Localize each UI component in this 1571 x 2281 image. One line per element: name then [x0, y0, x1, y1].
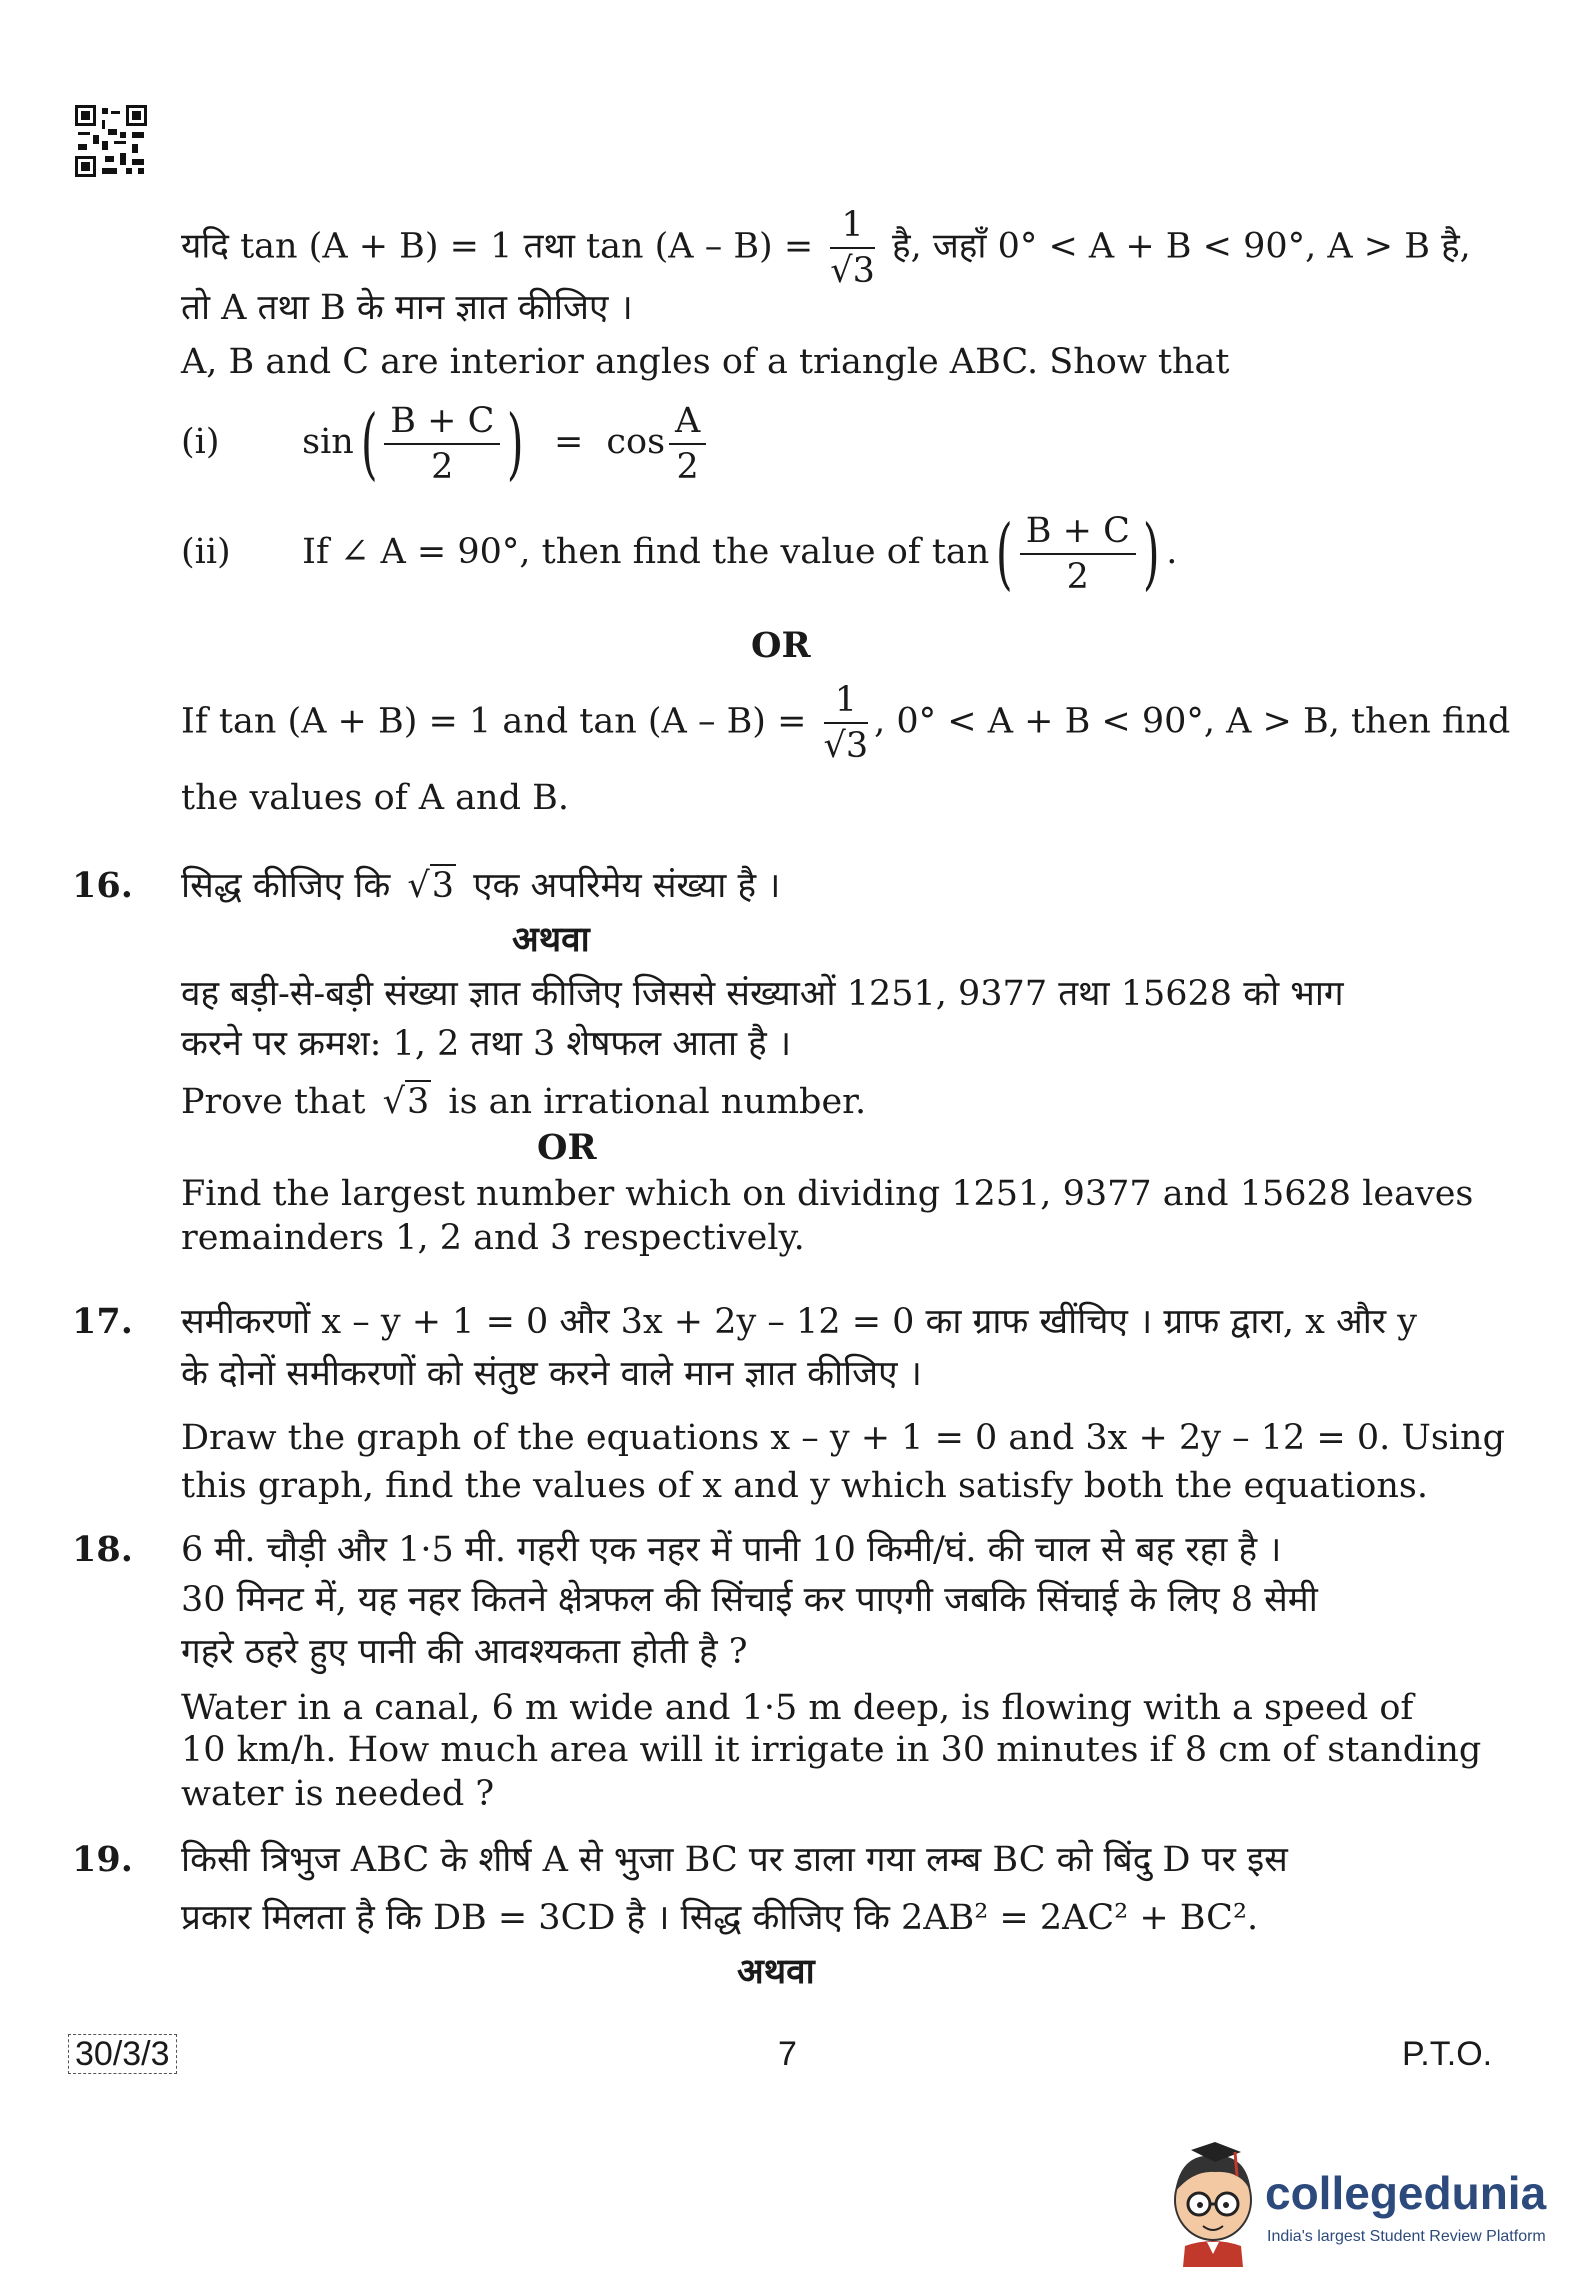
q15-fraction [830, 205, 875, 291]
q16-sqrt-arg: 3 [431, 866, 454, 906]
q15-hindi-text-a: यदि tan (A + B) = 1 तथा tan (A – B) = [181, 226, 814, 267]
q15-english-or-text-b: , 0° < A + B < 90°, A > B, then find [874, 701, 1511, 742]
q17-hindi-line-2: के दोनों समीकरणों को संतुष्ट करने वाले मान ज्ञात कीजिए । [181, 1354, 922, 1394]
paper-code [68, 2034, 177, 2074]
q16-hindi-text-a: सिद्ध कीजिए कि [181, 866, 391, 906]
q16-hindi-or-line-2: करने पर क्रमश: 1, 2 तथा 3 शेषफल आता है । [181, 1024, 792, 1064]
q16-hindi-or-line-1: वह बड़ी-से-बड़ी संख्या ज्ञात कीजिए जिससे संख्याओं 1251, 9377 तथा 15628 को भाग [181, 974, 1344, 1014]
q15-part-i-num: B + C [384, 401, 500, 445]
q16-english-or-line-2: remainders 1, 2 and 3 respectively. [181, 1218, 805, 1258]
q19-number: 19. [72, 1839, 133, 1880]
q15-english-or-num: 1 [824, 680, 869, 724]
q16-hindi-line-1 [181, 864, 780, 908]
q16-number: 16. [72, 865, 133, 906]
qr-code [75, 105, 147, 177]
q16-hindi-or-label: अथवा [512, 919, 590, 960]
q15-part-i-cos-fraction [669, 401, 706, 487]
q15-english-or-fraction [824, 680, 869, 766]
q15-english-or-text-a: If tan (A + B) = 1 and tan (A – B) = [181, 701, 807, 742]
q15-part-i-cos: cos [606, 422, 666, 462]
q19-hindi-or-label: अथवा [737, 1951, 815, 1992]
paper-code-text: 30/3/3 [68, 2034, 177, 2074]
q15-english-or-den: √3 [823, 726, 869, 766]
q17-hindi-line-1: समीकरणों x – y + 1 = 0 और 3x + 2y – 12 = 0 का ग्राफ खींचिए । ग्राफ द्वारा, x और y [181, 1302, 1418, 1342]
q15-hindi-line-2: तो A तथा B के मान ज्ञात कीजिए । [181, 288, 633, 328]
q19-hindi-line-2: प्रकार मिलता है कि DB = 3CD है । सिद्ध कीजिए कि 2AB² = 2AC² + BC². [181, 1898, 1259, 1938]
q16-english-line-1 [181, 1080, 866, 1124]
q16-english-sqrt-arg: 3 [406, 1082, 430, 1122]
q15-part-i-fraction [384, 401, 500, 487]
q16-english-sqrt: √3 [382, 1082, 430, 1122]
q18-hindi-line-1: 6 मी. चौड़ी और 1·5 मी. गहरी एक नहर में पानी 10 किमी/घं. की चाल से बह रहा है । [181, 1530, 1282, 1570]
q15-frac-den: √3 [830, 251, 875, 291]
q15-part-ii: (ii) If ∠ A = 90°, then find the value of tan( $\frac{B + C}{2}$ ) . [181, 508, 1178, 599]
q16-english-text-b: is an irrational number. [448, 1082, 867, 1122]
q18-english-line-1: Water in a canal, 6 m wide and 1·5 m deep, is flowing with a speed of [181, 1688, 1414, 1728]
q15-hindi-line-1 [181, 205, 1471, 291]
logo-tagline: India's largest Student Review Platform [1267, 2228, 1546, 2245]
page-number: 7 [778, 2035, 797, 2073]
q15-english-or-line-2: the values of A and B. [181, 778, 569, 818]
q16-english-or-line-1: Find the largest number which on dividing 1251, 9377 and 15628 leaves [181, 1174, 1474, 1214]
mascot-icon [1163, 2142, 1263, 2267]
q18-english-line-2: 10 km/h. How much area will it irrigate in 30 minutes if 8 cm of standing [181, 1730, 1482, 1770]
q15-frac-num: 1 [830, 205, 875, 249]
q15-part-i-cos-den: 2 [676, 446, 699, 487]
q18-english-line-3: water is needed ? [181, 1774, 495, 1814]
q15-part-i-label: (i) [181, 422, 220, 462]
q17-number: 17. [72, 1301, 133, 1342]
collegedunia-logo [1163, 2142, 1547, 2267]
q15-part-ii-text: If ∠ A = 90°, then find the value of tan [302, 532, 990, 572]
q16-hindi-text-b: एक अपरिमेय संख्या है । [473, 866, 781, 906]
q16-english-text-a: Prove that [181, 1082, 366, 1122]
q15-hindi-text-b: है, जहाँ 0° < A + B < 90°, A > B है, [892, 226, 1471, 267]
q15-part-i: (i) sin( $\frac{B + C}{2}$ ) = cos $\frac{A}{2}$ [181, 398, 706, 487]
q15-english-intro: A, B and C are interior angles of a triangle ABC. Show that [181, 342, 1230, 382]
q19-hindi-line-1: किसी त्रिभुज ABC के शीर्ष A से भुजा BC पर डाला गया लम्ब BC को बिंदु D पर इस [181, 1840, 1288, 1880]
q17-english-line-2: this graph, find the values of x and y which satisfy both the equations. [181, 1466, 1428, 1506]
q15-part-i-den: 2 [431, 446, 454, 487]
q15-english-or-line-1 [181, 680, 1510, 766]
q15-or-label: OR [751, 625, 811, 666]
q15-part-ii-label: (ii) [181, 532, 231, 572]
q15-part-i-cos-num: A [669, 401, 706, 445]
pto-label: P.T.O. [1402, 2035, 1493, 2073]
q17-english-line-1: Draw the graph of the equations x – y + 1 = 0 and 3x + 2y – 12 = 0. Using [181, 1418, 1505, 1458]
q16-sqrt: √3 [407, 866, 454, 906]
q15-part-ii-fraction [1020, 511, 1136, 597]
q15-part-i-equals: = [553, 422, 584, 462]
q18-hindi-line-3: गहरे ठहरे हुए पानी की आवश्यकता होती है ? [181, 1632, 748, 1672]
q15-part-ii-num: B + C [1020, 511, 1136, 555]
q18-number: 18. [72, 1529, 133, 1570]
q16-english-or-label: OR [537, 1127, 597, 1168]
q15-part-i-sin: sin [302, 422, 354, 462]
q15-part-ii-den: 2 [1066, 556, 1089, 597]
q18-hindi-line-2: 30 मिनट में, यह नहर कितने क्षेत्रफल की सिंचाई कर पाएगी जबकि सिंचाई के लिए 8 सेमी [181, 1580, 1318, 1620]
logo-wordmark: collegedunia [1265, 2167, 1547, 2219]
